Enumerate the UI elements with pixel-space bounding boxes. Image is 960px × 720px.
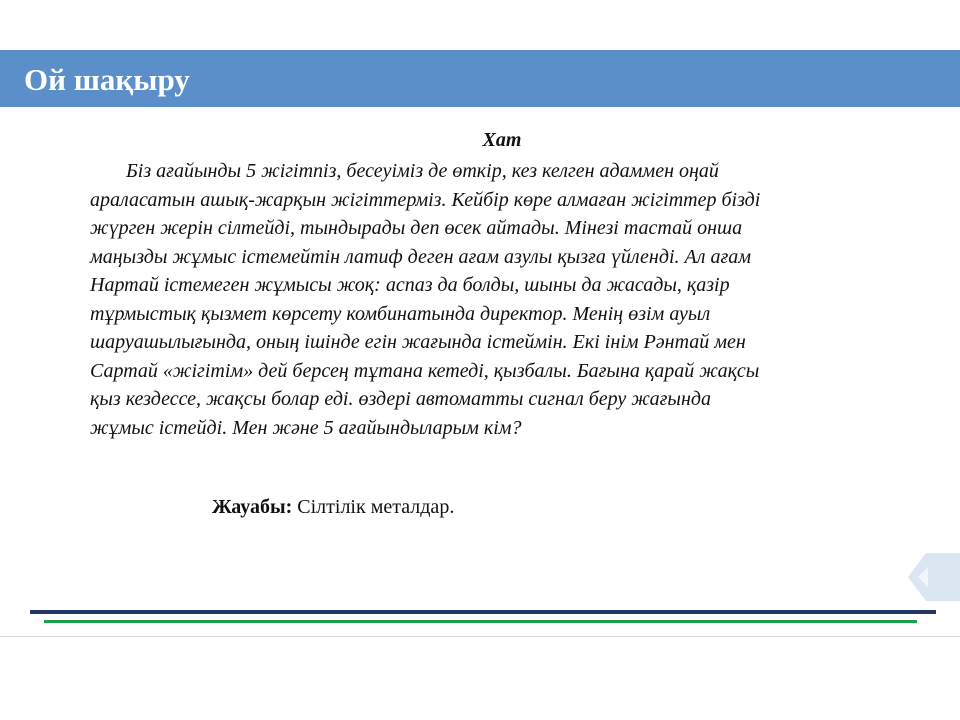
letter-heading: Хат (482, 129, 522, 151)
letter-line: тұрмыстық қызмет көрсету комбинатында директор. Менің өзім ауыл (90, 302, 711, 325)
letter-line: Сартай «жігітім» дей берсең тұтана кетеді, қызбалы. Бағына қарай жақсы (90, 359, 760, 382)
letter-line: маңызды жұмыс істемейтін латиф деген ағам азулы қызға үйленді. Ал ағам (90, 245, 752, 268)
footer-divider (0, 636, 960, 637)
footer-rule-navy (30, 610, 936, 614)
letter-line: қыз кездессе, жақсы болар еді. өздері автоматты сигнал беру жағында (90, 388, 711, 410)
letter-line: Нартай істемеген жұмысы жоқ: аспаз да болды, шыны да жасады, қазір (90, 274, 730, 296)
answer-text: Сілтілік металдар. (292, 496, 455, 518)
answer (212, 496, 454, 519)
letter-body (90, 157, 910, 442)
slide-title: Ой шақыру (24, 62, 190, 97)
letter-line: жүрген жерін сілтейді, тындырады деп өсек айтады. Мінезі тастай онша (90, 217, 743, 239)
answer-label: Жауабы: (212, 496, 293, 518)
letter-line: шаруашылығында, оның ішінде егін жағында істеймін. Екі інім Рәнтай мен (90, 331, 746, 353)
letter-line: Біз ағайынды 5 жігітпіз, бесеуіміз де өткір, кез келген адаммен оңай (126, 160, 719, 182)
next-slide-tab[interactable] (908, 553, 960, 601)
footer-rule-green (44, 620, 917, 623)
chevron-left-icon (908, 553, 960, 601)
letter-line: жұмыс істейді. Мен және 5 ағайындыларым кім? (90, 416, 522, 439)
letter-line: араласатын ашық-жарқын жігіттерміз. Кейбір көре алмаған жігіттер бізді (90, 188, 761, 211)
